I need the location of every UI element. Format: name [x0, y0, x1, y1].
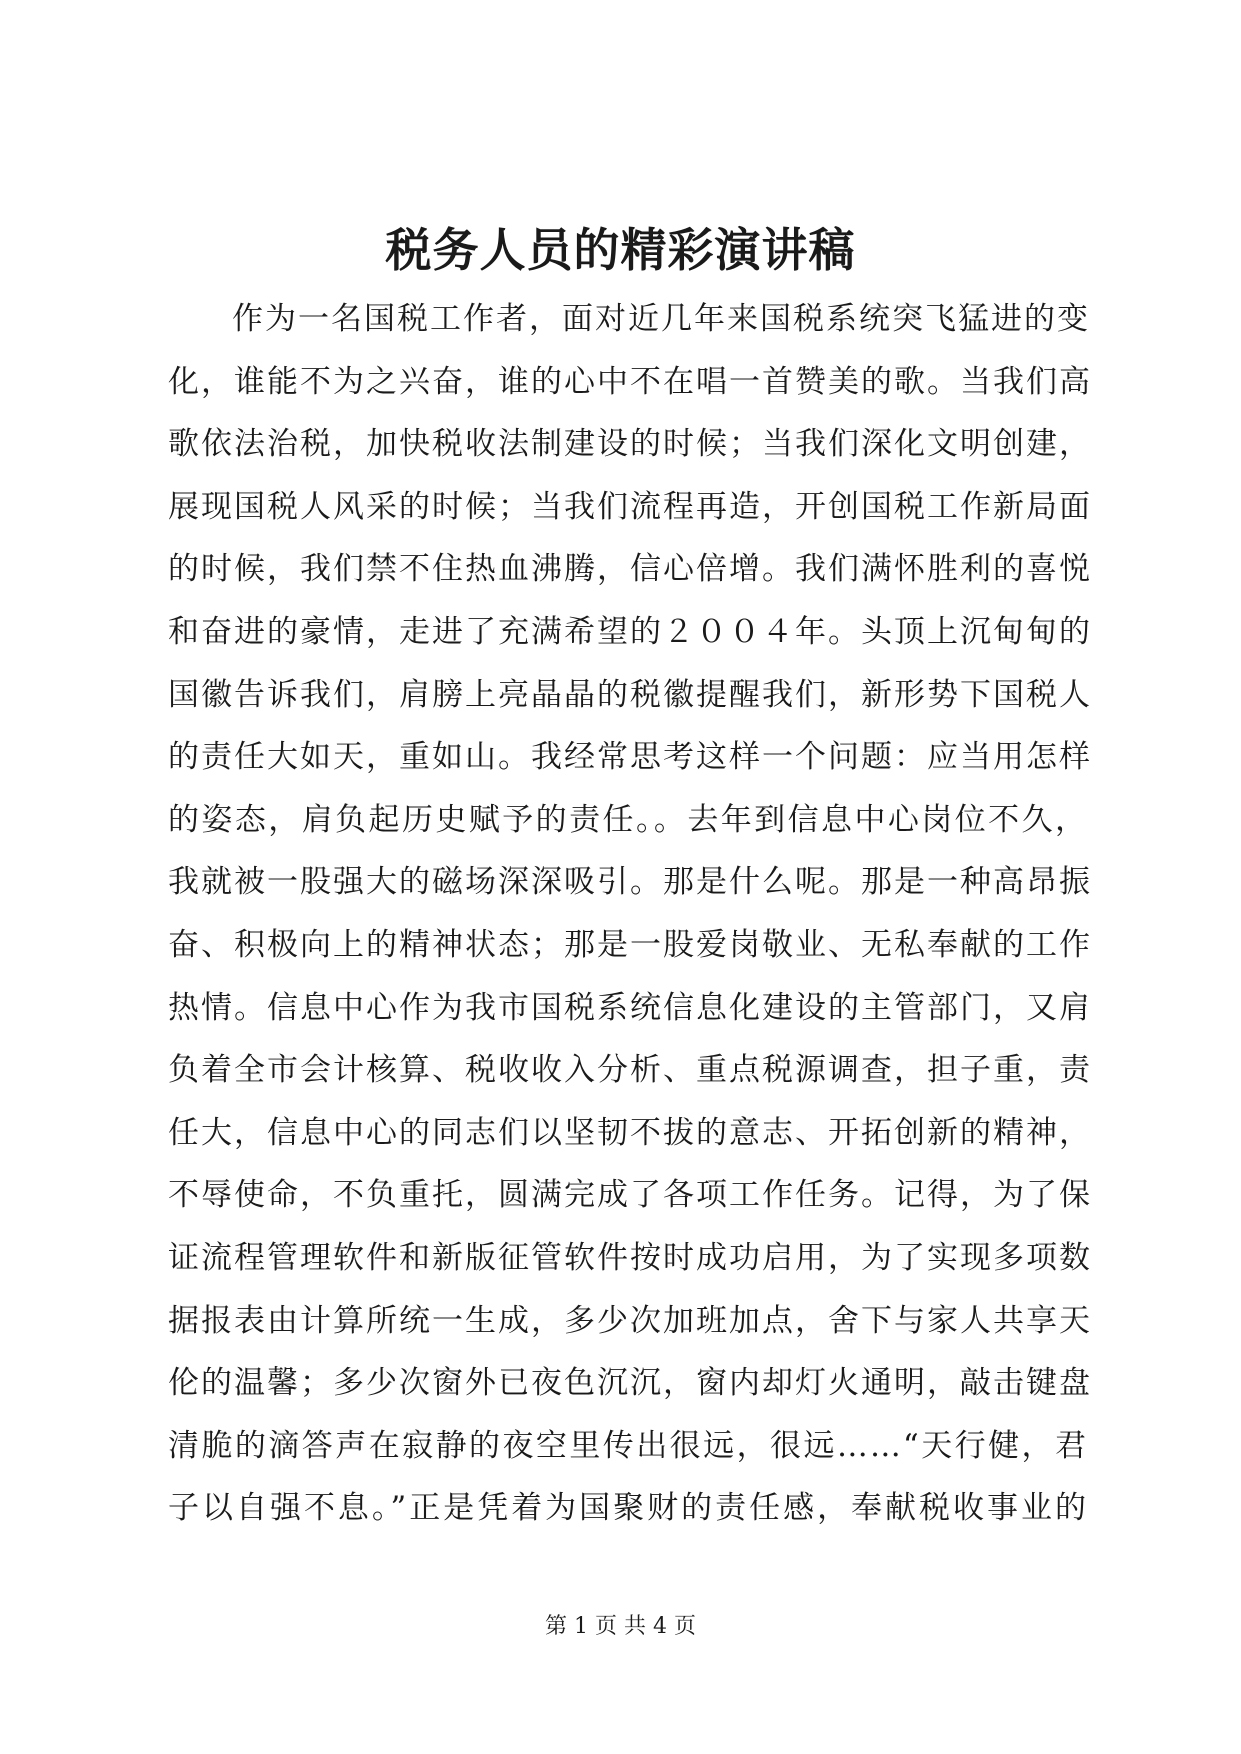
paragraph-line: 的姿态，肩负起历史赋予的责任。。去年到信息中心岗位不久，	[168, 801, 1088, 838]
paragraph-line: 和奋进的豪情，走进了充满希望的２００４年。头顶上沉甸甸的	[168, 613, 1092, 650]
paragraph-line: 清脆的滴答声在寂静的夜空里传出很远，很远……“天行健，君	[168, 1427, 1088, 1464]
document-body	[168, 288, 1092, 1540]
page-number-label: 第 1 页 共 4 页	[545, 1614, 696, 1639]
paragraph-line: 国徽告诉我们，肩膀上亮晶晶的税徽提醒我们，新形势下国税人	[168, 676, 1092, 713]
paragraph-line: 我就被一股强大的磁场深深吸引。那是什么呢。那是一种高昂振	[168, 864, 1092, 901]
paragraph-line: 歌依法治税，加快税收法制建设的时候；当我们深化文明创建，	[168, 426, 1092, 463]
paragraph-line: 的责任大如天，重如山。我经常思考这样一个问题：应当用怎样	[168, 739, 1092, 776]
paragraph-line: 不辱使命，不负重托，圆满完成了各项工作任务。记得，为了保	[168, 1177, 1092, 1214]
paragraph-line: 任大，信息中心的同志们以坚韧不拔的意志、开拓创新的精神，	[168, 1114, 1092, 1151]
paragraph-line: 奋、积极向上的精神状态；那是一股爱岗敬业、无私奉献的工作	[168, 926, 1092, 963]
paragraph-line: 展现国税人风采的时候；当我们流程再造，开创国税工作新局面	[168, 488, 1092, 525]
paragraph-line: 化，谁能不为之兴奋，谁的心中不在唱一首赞美的歌。当我们高	[168, 363, 1092, 400]
paragraph-line: 的时候，我们禁不住热血沸腾，信心倍增。我们满怀胜利的喜悦	[168, 551, 1092, 588]
paragraph-line: 据报表由计算所统一生成，多少次加班加点，舍下与家人共享天	[168, 1302, 1092, 1339]
paragraph-line: 负着全市会计核算、税收收入分析、重点税源调查，担子重，责	[168, 1052, 1092, 1089]
paragraph-line: 作为一名国税工作者，面对近几年来国税系统突飞猛进的变	[232, 301, 1090, 337]
paragraph-line: 子以自强不息。”正是凭着为国聚财的责任感，奉献税收事业的	[168, 1490, 1088, 1527]
paragraph-line: 伦的温馨；多少次窗外已夜色沉沉，窗内却灯火通明，敲击键盘	[168, 1365, 1092, 1402]
paragraph-line: 证流程管理软件和新版征管软件按时成功启用，为了实现多项数	[168, 1239, 1092, 1276]
paragraph-line: 热情。信息中心作为我市国税系统信息化建设的主管部门，又肩	[168, 989, 1092, 1026]
document-title: 税务人员的精彩演讲稿	[385, 223, 856, 277]
page-footer	[0, 1612, 1241, 1642]
